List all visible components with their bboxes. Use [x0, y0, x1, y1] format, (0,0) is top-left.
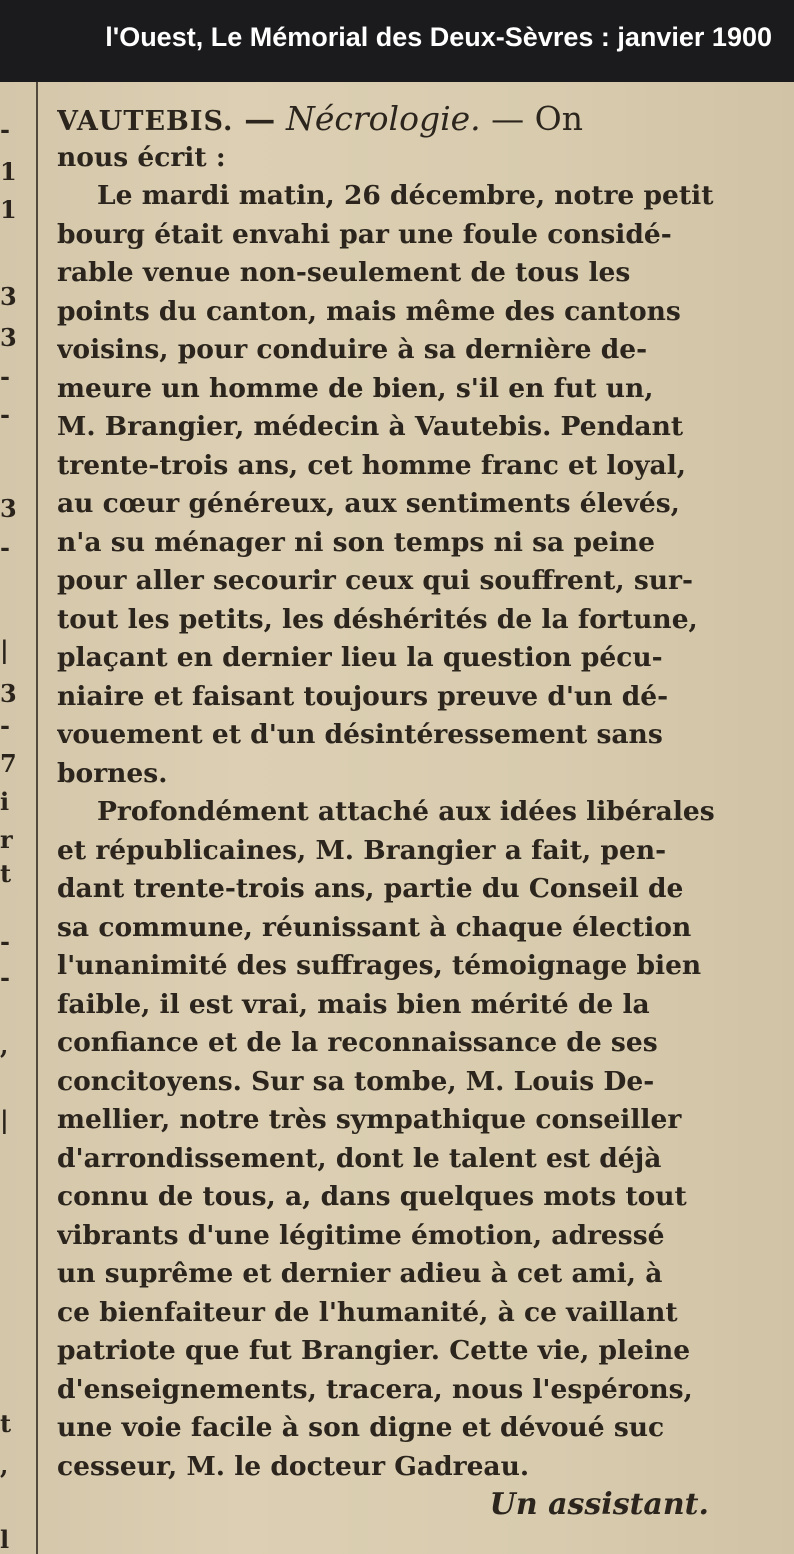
article-line: plaçant en dernier lieu la question pécu-: [57, 642, 663, 673]
article-line: sa commune, réunissant à chaque élection: [57, 911, 692, 943]
margin-fragment: 3: [0, 679, 17, 708]
article-line: mellier, notre très sympathique conseiller: [57, 1104, 682, 1135]
article-line: dant trente-trois ans, partie du Conseil de: [57, 873, 684, 904]
column-rule: [36, 82, 38, 1554]
margin-fragment: r: [0, 825, 13, 854]
newspaper-scan: [0, 82, 794, 1554]
article-line: niaire et faisant toujours preuve d'un dé-: [57, 680, 669, 712]
margin-fragment: ,: [0, 1451, 9, 1480]
window-title: l'Ouest, Le Mémorial des Deux-Sèvres : janvier 1900: [105, 22, 772, 52]
margin-fragment: -: [0, 400, 10, 429]
article-line: une voie facile à son digne et dévoué suc: [57, 1412, 665, 1443]
margin-fragment: 1: [0, 195, 17, 224]
window-title-bar: [0, 0, 794, 82]
article-line: bourg était envahi par une foule considé-: [57, 218, 672, 250]
margin-fragment: -: [0, 115, 10, 144]
article-line: vouement et d'un désintéressement sans: [57, 719, 663, 750]
margin-fragment: -: [0, 533, 10, 562]
margin-fragment: 3: [0, 323, 17, 352]
margin-fragment: 7: [0, 749, 17, 778]
article-line: M. Brangier, médecin à Vautebis. Pendant: [57, 411, 684, 442]
article-line: pour aller secourir ceux qui souffrent, sur-: [57, 565, 693, 596]
article-line: tout les petits, les déshérités de la fortune,: [57, 603, 698, 635]
article-line: au cœur généreux, aux sentiments élevés,: [57, 488, 680, 519]
margin-fragment: 3: [0, 282, 17, 311]
margin-fragment: -: [0, 927, 10, 956]
article-line: connu de tous, a, dans quelques mots tout: [57, 1181, 687, 1212]
article-heading: [57, 100, 773, 139]
article-line: voisins, pour conduire à sa dernière de-: [57, 334, 648, 365]
dateline-place: VAUTEBIS.: [57, 106, 234, 137]
article-line: n'a su ménager ni son temps ni sa peine: [57, 526, 656, 558]
article-line: patriote que fut Brangier. Cette vie, pleine: [57, 1335, 691, 1366]
margin-fragment: 1: [0, 157, 17, 186]
article-line: trente-trois ans, cet homme franc et loyal,: [57, 449, 686, 481]
rubric-title: Nécrologie.: [286, 100, 481, 138]
margin-fragment: 3: [0, 494, 17, 523]
article-line: nous écrit :: [57, 141, 226, 173]
article-line: rable venue non-seulement de tous les: [57, 257, 631, 288]
margin-fragment: t: [0, 1409, 12, 1438]
margin-fragment: |: [0, 1105, 9, 1134]
article-line: faible, il est vrai, mais bien mérité de la: [57, 988, 650, 1020]
article-line: bornes.: [57, 757, 168, 789]
heading-dash: —: [233, 102, 286, 138]
article-signature: Un assistant.: [489, 1487, 709, 1522]
article-line: concitoyens. Sur sa tombe, M. Louis De-: [57, 1065, 655, 1097]
article-line: un suprême et dernier adieu à cet ami, à: [57, 1258, 663, 1289]
article-line: Le mardi matin, 26 décembre, notre petit: [97, 180, 714, 211]
article-line: l'unanimité des suffrages, témoignage bien: [57, 950, 702, 981]
article-line: d'arrondissement, dont le talent est déjà: [57, 1142, 662, 1174]
article-line: meure un homme de bien, s'il en fut un,: [57, 372, 654, 404]
margin-fragment: l: [0, 1525, 10, 1554]
margin-fragment: -: [0, 963, 10, 992]
article-line: vibrants d'une légitime émotion, adressé: [57, 1219, 665, 1251]
article-line: et républicaines, M. Brangier a fait, pen-: [57, 834, 667, 866]
margin-fragment: |: [0, 635, 9, 664]
article-line: confiance et de la reconnaissance de ses: [57, 1027, 658, 1058]
margin-fragment: ,: [0, 1031, 9, 1060]
article-line: cesseur, M. le docteur Gadreau.: [57, 1450, 530, 1482]
article-line: Profondément attaché aux idées libérales: [97, 796, 715, 827]
margin-fragment: -: [0, 711, 10, 740]
article-line: points du canton, mais même des cantons: [57, 295, 681, 327]
margin-fragment: i: [0, 787, 10, 816]
article-line: ce bienfaiteur de l'humanité, à ce vaillant: [57, 1296, 678, 1328]
heading-dash-on: — On: [480, 100, 583, 138]
margin-fragment: t: [0, 859, 12, 888]
article-line: d'enseignements, tracera, nous l'espérons,: [57, 1373, 693, 1405]
obituary-article: [57, 100, 773, 1525]
margin-fragment: -: [0, 362, 10, 391]
